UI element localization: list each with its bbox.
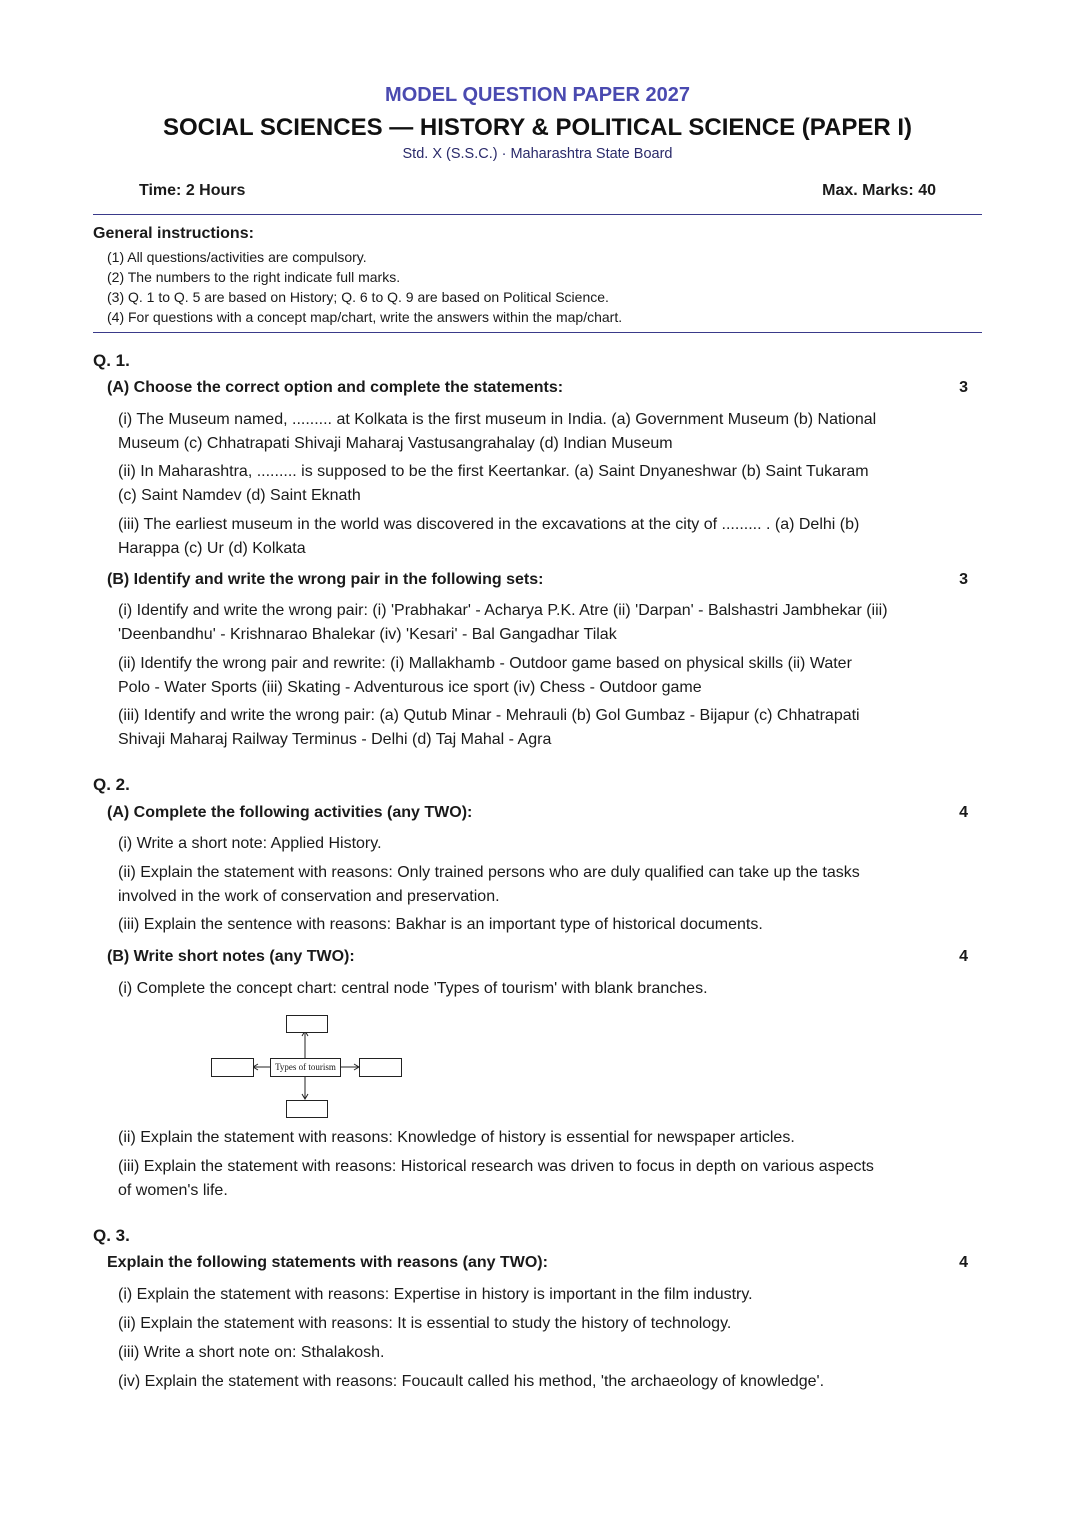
section-marks: 4 bbox=[959, 948, 968, 965]
blank-branch-box bbox=[286, 1015, 328, 1033]
section-heading-text: (B) Write short notes (any TWO): bbox=[107, 948, 355, 965]
section-heading bbox=[107, 379, 968, 397]
instructions-list bbox=[107, 247, 622, 327]
question-item: (ii) Identify the wrong pair and rewrite: (i) Mallakhamb - Outdoor game based on physical skills (ii) Water Polo - Water Sports (iii) Skating - Adventurous ice sport (iv) Chess - Outdoor game bbox=[118, 655, 852, 696]
section-heading bbox=[107, 804, 968, 822]
question-item: (ii) In Maharashtra, ......... is supposed to be the first Keertankar. (a) Saint Dnyaneshwar (b) Saint Tukaram (c) Saint Namdev (d) Saint Eknath bbox=[118, 463, 869, 504]
time-allowed: Time: 2 Hours bbox=[139, 182, 246, 199]
concept-center-node: Types of tourism bbox=[270, 1058, 341, 1077]
section-marks: 4 bbox=[959, 1254, 968, 1271]
question-label: Q. 1. bbox=[93, 351, 130, 370]
concept-chart bbox=[200, 1010, 420, 1120]
section-heading bbox=[107, 571, 968, 589]
paper-top-title: MODEL QUESTION PAPER 2027 bbox=[385, 84, 690, 106]
blank-branch-box bbox=[286, 1100, 328, 1118]
instruction-item: (1) All questions/activities are compulsory. bbox=[107, 249, 367, 265]
section-marks: 4 bbox=[959, 804, 968, 821]
section-heading bbox=[107, 948, 968, 966]
divider bbox=[93, 214, 982, 215]
question-item: (iii) Write a short note on: Sthalakosh. bbox=[118, 1344, 385, 1361]
blank-branch-box bbox=[211, 1058, 254, 1077]
question-label: Q. 3. bbox=[93, 1226, 130, 1245]
section-heading-text: Explain the following statements with reasons (any TWO): bbox=[107, 1254, 548, 1271]
question-item: (iii) Explain the statement with reasons: Historical research was driven to focus in depth on various aspects of women's life. bbox=[118, 1158, 874, 1199]
question-label: Q. 2. bbox=[93, 775, 130, 794]
paper-subtitle: Std. X (S.S.C.) · Maharashtra State Board bbox=[402, 146, 673, 162]
section-heading bbox=[107, 1254, 968, 1272]
question-item: (i) Complete the concept chart: central node 'Types of tourism' with blank branches. bbox=[118, 980, 708, 997]
question-item: (ii) Explain the statement with reasons: Only trained persons who are duly qualified can take up the tasks involved in the work of conservation and preservation. bbox=[118, 864, 860, 905]
question-item: (ii) Explain the statement with reasons: Knowledge of history is essential for newspaper articles. bbox=[118, 1129, 795, 1146]
section-heading-text: (B) Identify and write the wrong pair in the following sets: bbox=[107, 571, 544, 588]
question-item: (i) Identify and write the wrong pair: (i) 'Prabhakar' - Acharya P.K. Atre (ii) 'Darpan' - Balshastri Jambhekar (iii) 'Deenbandhu' - Krishnarao Bhalekar (iv) 'Kesari' - Bal Gangadhar Tilak bbox=[118, 602, 888, 643]
question-item: (iv) Explain the statement with reasons: Foucault called his method, 'the archaeology of knowledge'. bbox=[118, 1373, 825, 1390]
section-marks: 3 bbox=[959, 379, 968, 396]
section-heading-text: (A) Choose the correct option and complete the statements: bbox=[107, 379, 564, 396]
paper-title: SOCIAL SCIENCES — HISTORY & POLITICAL SCIENCE (PAPER I) bbox=[163, 114, 912, 141]
instruction-item: (2) The numbers to the right indicate full marks. bbox=[107, 269, 401, 285]
question-item: (i) Write a short note: Applied History. bbox=[118, 835, 382, 852]
blank-branch-box bbox=[359, 1058, 402, 1077]
instructions-heading: General instructions: bbox=[93, 225, 254, 242]
question-item: (ii) Explain the statement with reasons: It is essential to study the history of technology. bbox=[118, 1315, 732, 1332]
question-item: (iii) Identify and write the wrong pair: (a) Qutub Minar - Mehrauli (b) Gol Gumbaz - Bijapur (c) Chhatrapati Shivaji Maharaj Railway Terminus - Delhi (d) Taj Mahal - Agra bbox=[118, 707, 860, 748]
section-heading-text: (A) Complete the following activities (any TWO): bbox=[107, 804, 473, 821]
question-item: (i) The Museum named, ......... at Kolkata is the first museum in India. (a) Government Museum (b) National Museum (c) Chhatrapati Shivaji Maharaj Vastusangrahalay (d) Indian Museum bbox=[118, 411, 877, 452]
question-item: (i) Explain the statement with reasons: Expertise in history is important in the film industry. bbox=[118, 1286, 753, 1303]
instruction-item: (3) Q. 1 to Q. 5 are based on History; Q. 6 to Q. 9 are based on Political Science. bbox=[107, 289, 609, 305]
max-marks: Max. Marks: 40 bbox=[822, 182, 936, 199]
instruction-item: (4) For questions with a concept map/chart, write the answers within the map/chart. bbox=[107, 309, 623, 325]
question-item: (iii) The earliest museum in the world was discovered in the excavations at the city of ......... . (a) Delhi (b) Harappa (c) Ur (d) Kolkata bbox=[118, 516, 860, 557]
question-item: (iii) Explain the sentence with reasons: Bakhar is an important type of historical documents. bbox=[118, 916, 763, 933]
section-marks: 3 bbox=[959, 571, 968, 588]
divider bbox=[93, 332, 982, 333]
